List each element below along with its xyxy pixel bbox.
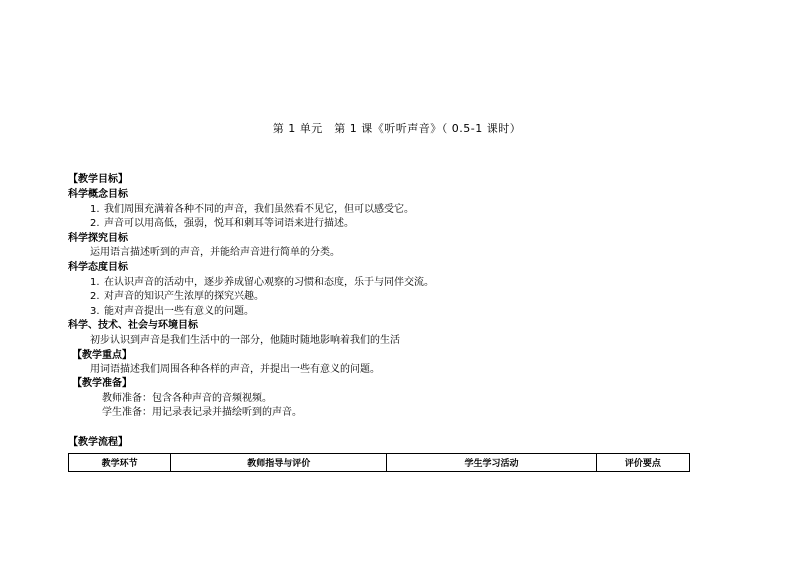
column-header: 教学环节 (69, 454, 171, 472)
inquiry-objectives-heading: 科学探究目标 (68, 233, 128, 244)
column-header: 教师指导与评价 (171, 454, 387, 472)
process-table (68, 453, 690, 472)
item-text: 在认识声音的活动中，逐步养成留心观察的习惯和态度，乐于与同伴交流。 (104, 277, 434, 288)
stse-objectives-heading: 科学、技术、社会与环境目标 (68, 320, 198, 331)
column-header: 学生学习活动 (387, 454, 596, 472)
objectives-heading: 【教学目标】 (68, 174, 128, 185)
item-text: 声音可以用高低，强弱，悦耳和刺耳等词语来进行描述。 (104, 218, 354, 229)
item-number: 1. (90, 277, 100, 288)
item-number: 2. (90, 291, 100, 302)
item-text: 我们周围充满着各种不同的声音，我们虽然看不见它，但可以感受它。 (104, 204, 414, 215)
concept-objective-item (90, 204, 414, 216)
student-preparation: 学生准备：用记录表记录并描绘听到的声音。 (102, 407, 302, 418)
item-text: 能对声音提出一些有意义的问题。 (104, 306, 254, 317)
item-number: 3. (90, 306, 100, 317)
concept-objective-item (90, 218, 354, 230)
item-number: 2. (90, 218, 100, 229)
key-point-heading: 【教学重点】 (72, 350, 132, 361)
process-heading: 【教学流程】 (68, 437, 128, 448)
table-header-row (69, 454, 690, 472)
key-point-text: 用词语描述我们周围各种各样的声音，并提出一些有意义的问题。 (90, 364, 380, 375)
item-number: 1. (90, 204, 100, 215)
attitude-objective-item (90, 306, 254, 318)
attitude-objectives-heading: 科学态度目标 (68, 262, 128, 273)
column-header: 评价要点 (596, 454, 689, 472)
teacher-preparation: 教师准备：包含各种声音的音频视频。 (102, 393, 272, 404)
preparation-heading: 【教学准备】 (72, 378, 132, 389)
stse-objective-text: 初步认识到声音是我们生活中的一部分，他随时随地影响着我们的生活 (90, 335, 400, 346)
concept-objectives-heading: 科学概念目标 (68, 189, 128, 200)
lesson-title: 第 1 单元 第 1 课《听听声音》（ 0.5-1 课时） (272, 122, 522, 135)
item-text: 对声音的知识产生浓厚的探究兴趣。 (104, 291, 264, 302)
inquiry-objective-text: 运用语言描述听到的声音，并能给声音进行简单的分类。 (90, 247, 340, 258)
attitude-objective-item (90, 291, 264, 303)
attitude-objective-item (90, 277, 434, 289)
